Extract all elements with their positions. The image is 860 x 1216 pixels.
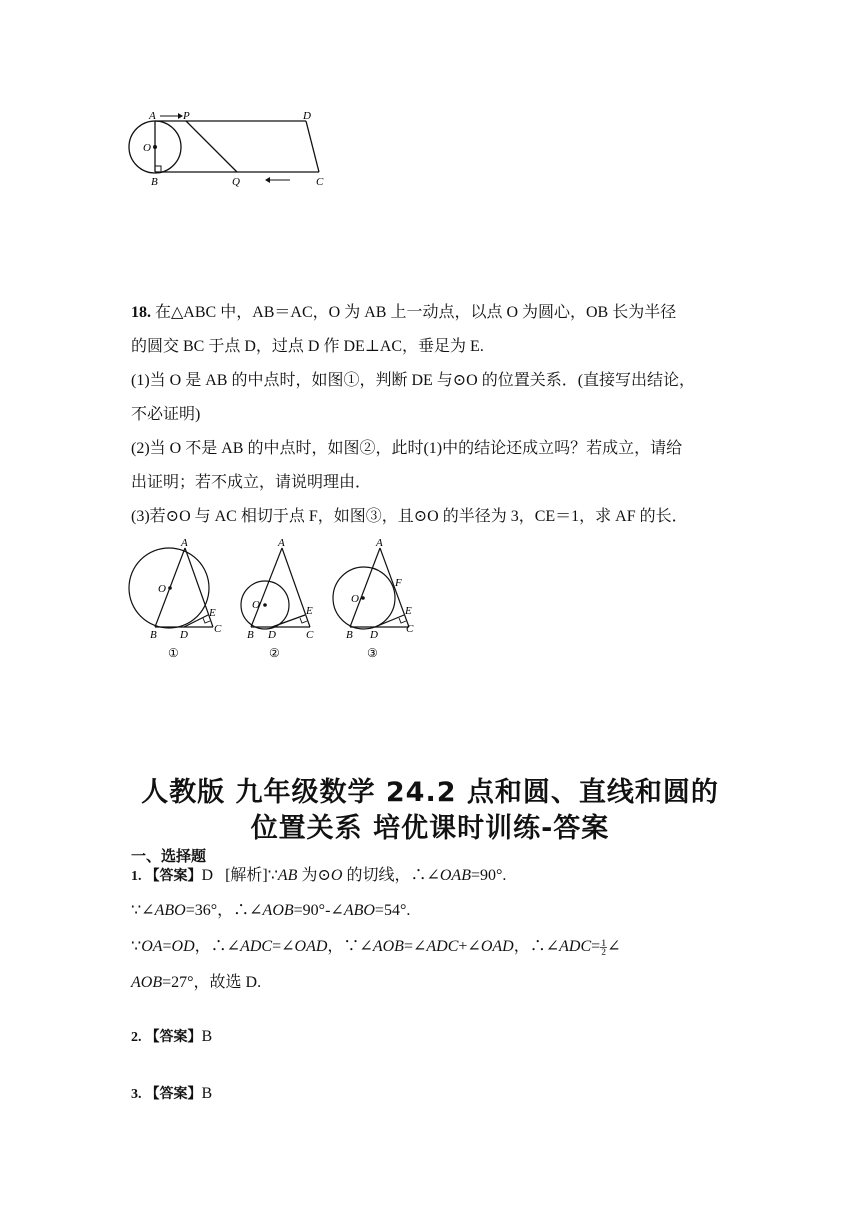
frac-den: 2: [601, 946, 606, 957]
label-o-2: O: [252, 599, 260, 611]
a1-analysis: [解析]∵: [225, 867, 278, 884]
a1-l2d: AOB: [262, 902, 294, 919]
section-heading: 一、选择题: [131, 847, 207, 865]
a1-t6: =90°.: [470, 867, 507, 884]
a1-l3p: ADC: [559, 938, 592, 955]
segment-ab-3: [350, 548, 380, 627]
label-e-2: E: [306, 605, 313, 617]
label-b-1: B: [150, 629, 157, 641]
figures-18: [120, 535, 430, 665]
label-f-3: F: [395, 577, 402, 589]
right-angle-mark: [155, 166, 161, 172]
label-c: C: [316, 176, 324, 188]
a1-l3o: ，∴∠: [513, 938, 560, 955]
label-a-1: A: [181, 537, 188, 549]
a1-t4: 的切线，∴∠: [342, 867, 440, 884]
a1-line4: [131, 973, 731, 993]
a1-l3k: =∠: [403, 938, 427, 955]
q18-line7: (3)若⊙O 与 AC 相切于点 F，如图③，且⊙O 的半径为 3，CE＝1，求 AF 的长．: [131, 508, 688, 525]
segment-ab-2: [251, 548, 282, 627]
a1-number: 1.: [131, 869, 142, 884]
label-b-2: B: [247, 629, 254, 641]
a1-tag: 【答案】: [145, 868, 202, 884]
arrow-left-head: [265, 177, 270, 183]
a1-l2b: ABO: [154, 902, 186, 919]
center-dot-2: [263, 603, 267, 607]
label-b: B: [151, 176, 158, 188]
figure-18-3: [333, 537, 414, 660]
a1-line1: [131, 866, 731, 887]
a1-l2a: ∵∠: [131, 902, 155, 919]
a1-l3d: OD: [171, 938, 195, 955]
a1-line2: [131, 901, 731, 921]
a1-l3e: ，∴∠: [194, 938, 241, 955]
a2-tag: 【答案】: [145, 1029, 202, 1045]
label-o: O: [143, 142, 151, 154]
q18-line4: 不必证明): [131, 406, 201, 423]
a1-l2f: ABO: [343, 902, 375, 919]
a1-t3: O: [330, 867, 343, 884]
a1-l3i: ，∵∠: [327, 938, 373, 955]
center-dot-3: [361, 596, 365, 600]
label-d-3: D: [370, 629, 378, 641]
q18-number: 18.: [131, 304, 151, 321]
a3-tag: 【答案】: [145, 1086, 202, 1102]
a3-number: 3.: [131, 1087, 142, 1102]
a1-l4a: AOB: [131, 974, 163, 991]
label-d-2: D: [268, 629, 276, 641]
a1-l4b: =27°，故选 D.: [162, 974, 262, 991]
label-a: A: [149, 110, 156, 122]
segment-de-3: [375, 615, 404, 627]
a1-answer: D: [201, 867, 214, 884]
a3-line: [131, 1084, 731, 1105]
a1-l2c: =36°，∴∠: [185, 902, 263, 919]
label-o-1: O: [158, 583, 166, 595]
a1-l3c: =: [162, 938, 172, 955]
a1-l3n: OAD: [480, 938, 514, 955]
label-a-3: A: [376, 537, 383, 549]
answer-title-line1: 人教版 九年级数学 24.2 点和圆、直线和圆的: [141, 777, 719, 808]
a3-answer: B: [201, 1085, 213, 1102]
label-c-3: C: [406, 623, 414, 635]
label-c-1: C: [214, 623, 222, 635]
center-dot: [153, 145, 157, 149]
label-d: D: [303, 110, 311, 122]
a1-l2e: =90°-∠: [293, 902, 344, 919]
a2-answer: B: [201, 1028, 213, 1045]
right-angle-mark-3: [399, 618, 406, 623]
a1-t1: AB: [277, 867, 298, 884]
q18-line3: (1)当 O 是 AB 的中点时，如图①，判断 DE 与⊙O 的位置关系．(直接写出结论，: [131, 372, 696, 389]
label-a-2: A: [278, 537, 285, 549]
a1-l3q: =: [591, 938, 601, 955]
a1-l3b: OA: [141, 938, 163, 955]
q18-line5: (2)当 O 不是 AB 的中点时，如图②，此时(1)中的结论还成立吗？若成立，请给: [131, 440, 683, 457]
caption-3: ③: [367, 646, 378, 660]
label-b-3: B: [346, 629, 353, 641]
a1-l3l: ADC: [426, 938, 459, 955]
segment-pq: [186, 121, 237, 172]
figure-18-1: [129, 537, 222, 660]
caption-2: ②: [269, 646, 280, 660]
a1-l3j: AOB: [372, 938, 404, 955]
figure-17: [120, 100, 340, 200]
a2-line: [131, 1027, 731, 1048]
segment-dc: [306, 121, 319, 172]
caption-1: ①: [168, 646, 179, 660]
right-angle-mark-2: [300, 618, 307, 623]
label-e-3: E: [405, 605, 412, 617]
figure-18-2: [241, 537, 314, 660]
label-c-2: C: [306, 629, 314, 641]
a1-t5: OAB: [439, 867, 471, 884]
q18-line1: [131, 303, 731, 323]
label-q: Q: [232, 176, 240, 188]
center-dot-1: [168, 586, 172, 590]
a1-l3r: ∠: [607, 938, 621, 955]
label-o-3: O: [351, 593, 359, 605]
a1-t2: 为⊙: [297, 867, 331, 884]
segment-de-2: [272, 615, 305, 627]
a1-l3h: OAD: [294, 938, 328, 955]
q18-line2: 的圆交 BC 于点 D，过点 D 作 DE⊥AC，垂足为 E.: [131, 338, 484, 355]
a2-number: 2.: [131, 1030, 142, 1045]
a1-l3f: ADC: [240, 938, 273, 955]
a1-l3a: ∵: [131, 938, 142, 955]
a1-l2g: =54°.: [374, 902, 411, 919]
q18-line6: 出证明；若不成立，请说明理由．: [131, 474, 372, 491]
label-p: P: [183, 110, 190, 122]
label-d-1: D: [180, 629, 188, 641]
a1-l3m: +∠: [458, 938, 481, 955]
frac-num: 1: [601, 937, 606, 948]
q18-text-1: 在△ABC 中，AB＝AC，O 为 AB 上一动点，以点 O 为圆心，OB 长为半径: [155, 304, 677, 321]
a1-l3g: =∠: [272, 938, 295, 955]
label-e-1: E: [209, 607, 216, 619]
answer-title-line2: 位置关系 培优课时训练-答案: [250, 813, 610, 844]
a1-line3: [131, 937, 731, 957]
